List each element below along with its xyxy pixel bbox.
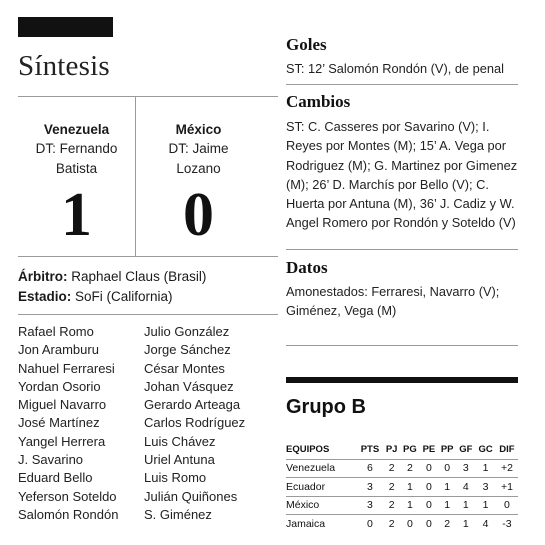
substitutions-title: Cambios: [286, 92, 351, 111]
stat-cell: 2: [438, 515, 456, 534]
divider: [18, 314, 278, 315]
section-tab-marker: [18, 17, 113, 37]
away-player: Julián Quiñones: [144, 488, 238, 504]
referee-label: Árbitro:: [18, 269, 68, 284]
away-player: César Montes: [144, 360, 225, 376]
team-cell: Venezuela: [286, 459, 357, 478]
column-header: PJ: [385, 444, 398, 456]
standings-table: [286, 441, 518, 533]
group-section-bar: [286, 377, 518, 383]
goals-text: ST: 12’ Salomón Rondón (V), de penal: [286, 61, 504, 76]
referee-line: [18, 267, 206, 287]
stat-cell: 3: [357, 496, 384, 515]
stat-cell: 1: [400, 478, 420, 497]
home-player: Yordan Osorio: [18, 378, 101, 394]
stat-cell: 3: [456, 459, 475, 478]
away-player: Jorge Sánchez: [144, 342, 231, 358]
stat-cell: 2: [383, 478, 400, 497]
stat-cell: 3: [357, 478, 384, 497]
away-player: Johan Vásquez: [144, 378, 234, 394]
stat-cell: 0: [438, 459, 456, 478]
page-title: Síntesis: [18, 50, 110, 82]
stat-cell: 4: [456, 478, 475, 497]
home-player: Yeferson Soteldo: [18, 488, 117, 504]
table-row: [286, 515, 518, 534]
stadium-line: [18, 287, 173, 307]
stat-cell: 1: [475, 459, 496, 478]
home-player: Yangel Herrera: [18, 433, 106, 449]
table-row: [286, 496, 518, 515]
column-header: PG: [403, 444, 417, 456]
column-header: PP: [440, 444, 454, 456]
home-player: Jon Aramburu: [18, 342, 99, 358]
stat-cell: 0: [357, 515, 384, 534]
home-lineup: [18, 323, 118, 524]
away-player: Julio González: [144, 324, 230, 339]
stat-cell: +1: [496, 478, 518, 497]
home-player: Rafael Romo: [18, 324, 94, 339]
divider: [286, 249, 518, 250]
team-cell: Ecuador: [286, 478, 357, 497]
home-player: Nahuel Ferraresi: [18, 360, 115, 376]
away-team-name: México: [175, 122, 222, 137]
home-coach-line2: Batista: [55, 161, 98, 176]
away-player: Carlos Rodríguez: [144, 415, 246, 431]
away-score: 0: [183, 181, 214, 249]
stat-cell: 1: [456, 515, 475, 534]
table-row: [286, 459, 518, 478]
away-coach-line1: DT: Jaime: [168, 141, 229, 156]
divider: [18, 256, 278, 257]
home-player: Eduard Bello: [18, 470, 93, 486]
stat-cell: 1: [456, 496, 475, 515]
table-row: [286, 478, 518, 497]
team-cell: México: [286, 496, 357, 515]
divider: [286, 345, 518, 346]
home-player: J. Savarino: [18, 452, 84, 468]
standings-header-row: [286, 441, 518, 459]
column-header: PE: [422, 444, 436, 456]
match-details-column: [286, 0, 545, 545]
home-coach-line1: DT: Fernando: [35, 141, 118, 156]
away-player: Gerardo Arteaga: [144, 397, 241, 413]
stat-cell: 1: [438, 478, 456, 497]
away-team: [136, 121, 261, 179]
away-player: Luis Chávez: [144, 433, 216, 449]
stat-cell: 0: [400, 515, 420, 534]
group-title: Grupo B: [286, 396, 366, 418]
stat-cell: -3: [496, 515, 518, 534]
stat-cell: 0: [420, 478, 438, 497]
stat-cell: 0: [420, 496, 438, 515]
goals-title: Goles: [286, 35, 327, 54]
home-team-name: Venezuela: [43, 122, 110, 137]
stat-cell: 0: [420, 459, 438, 478]
away-player: Uriel Antuna: [144, 452, 215, 468]
column-header: EQUIPOS: [286, 444, 330, 456]
stat-cell: 1: [400, 496, 420, 515]
divider: [18, 96, 278, 97]
home-player: José Martínez: [18, 415, 100, 431]
column-header: GF: [459, 444, 473, 456]
away-player: S. Giménez: [144, 506, 212, 522]
data-title: Datos: [286, 258, 328, 277]
stadium-value: SoFi (California): [75, 289, 173, 304]
standings-body: [286, 459, 518, 533]
stat-cell: 2: [383, 496, 400, 515]
stat-cell: +2: [496, 459, 518, 478]
stadium-label: Estadio:: [18, 289, 72, 304]
home-player: Miguel Navarro: [18, 397, 107, 413]
stat-cell: 2: [383, 459, 400, 478]
team-cell: Jamaica: [286, 515, 357, 534]
column-header: GC: [478, 444, 493, 456]
away-lineup: [144, 323, 245, 524]
stat-cell: 1: [438, 496, 456, 515]
stat-cell: 6: [357, 459, 384, 478]
away-player: Luis Romo: [144, 470, 207, 486]
stat-cell: 2: [400, 459, 420, 478]
column-header: PTS: [360, 444, 380, 456]
stat-cell: 3: [475, 478, 496, 497]
home-player: Salomón Rondón: [18, 506, 119, 522]
divider: [286, 84, 518, 85]
home-score: 1: [61, 181, 92, 249]
data-text: Amonestados: Ferraresi, Navarro (V); Giménez, Vega (M): [286, 284, 500, 319]
stat-cell: 0: [420, 515, 438, 534]
stat-cell: 4: [475, 515, 496, 534]
stat-cell: 0: [496, 496, 518, 515]
stat-cell: 2: [383, 515, 400, 534]
column-header: DIF: [499, 444, 515, 456]
referee-value: Raphael Claus (Brasil): [71, 269, 207, 284]
home-team: [18, 121, 135, 179]
substitutions-text: ST: C. Casseres por Savarino (V); I. Reyes por Montes (M); 15’ A. Vega por Rodriguez (M); G. Martinez por Gimenez (M); 26’ D. Marchís por Bello (V); C. Huerta por Antuna (M), 36’ J. Cadiz y W. Angel Romero por Rondón y Soteldo (V): [286, 119, 518, 231]
away-coach-line2: Lozano: [176, 161, 221, 176]
stat-cell: 1: [475, 496, 496, 515]
